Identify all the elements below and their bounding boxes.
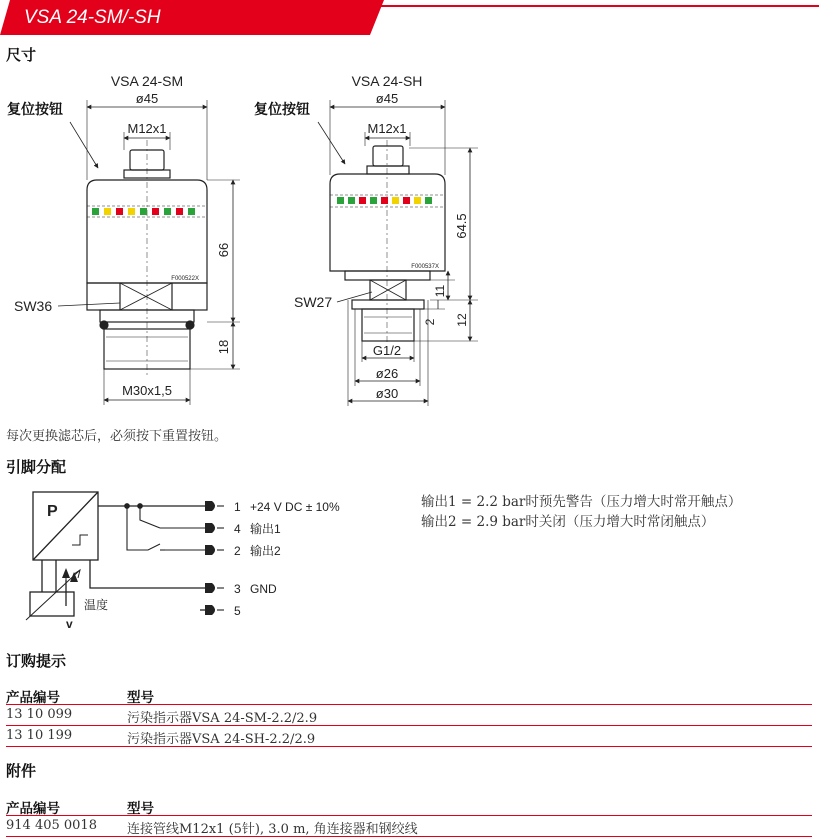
- dimension-drawings: [0, 66, 500, 416]
- header-product-number: 产品编号: [6, 801, 60, 817]
- v-label: v: [66, 617, 73, 630]
- sh-reset-label: 复位按钮: [254, 102, 310, 118]
- pin-2-label: 输出2: [250, 544, 281, 558]
- sm-reset-label: 复位按钮: [7, 102, 63, 118]
- output-1-description: 输出1 = 2.2 bar时预先警告（压力增大时常开触点）: [421, 494, 742, 510]
- page-title: VSA 24-SM/-SH: [24, 7, 161, 28]
- ordering-table: [6, 684, 812, 747]
- cell-product-number: 13 10 199: [6, 728, 73, 743]
- cell-model: 污染指示器VSA 24-SM-2.2/2.9: [127, 711, 318, 726]
- sh-dim-12: 12: [455, 313, 469, 327]
- reset-note: 每次更换滤芯后，必须按下重置按钮。: [6, 429, 228, 444]
- pinout-diagram: [0, 480, 400, 630]
- sm-dia-label: ø45: [135, 91, 159, 106]
- table-row: [6, 726, 812, 747]
- table-header: [6, 684, 812, 705]
- sh-conn-label: M12x1: [367, 121, 407, 136]
- table-header: [6, 795, 812, 816]
- pin-1-num: 1: [234, 500, 241, 514]
- pin-3-num: 3: [234, 582, 241, 596]
- sm-thread-length-label: 18: [216, 339, 231, 355]
- temperature-label: 温度: [84, 598, 109, 612]
- sm-thread-label: M30x1,5: [122, 383, 172, 398]
- sm-wrench-label: SW36: [14, 298, 53, 314]
- sm-conn-label: M12x1: [127, 121, 167, 136]
- pin-connectors: [205, 501, 215, 615]
- sh-drawing: [318, 100, 478, 406]
- pin-1-label: +24 V DC ± 10%: [250, 500, 340, 514]
- section-accessories-title: 附件: [6, 762, 37, 780]
- sm-leds: [92, 208, 195, 215]
- sh-dim-11: 11: [433, 284, 447, 298]
- header-rule: [368, 5, 819, 7]
- cell-model: 连接管线M12x1 (5针), 3.0 m, 角连接器和钢绞线: [127, 822, 418, 837]
- cell-product-number: 914 405 0018: [6, 818, 97, 833]
- pin-4-label: 输出1: [250, 522, 281, 536]
- pin-3-label: GND: [250, 582, 277, 596]
- header-model: 型号: [127, 801, 154, 817]
- sh-dia30-label: ø30: [375, 386, 399, 401]
- section-pinout-title: 引脚分配: [6, 458, 67, 476]
- pin-4-num: 4: [234, 522, 241, 536]
- sm-height-label: 66: [216, 242, 231, 258]
- sm-drawing: [58, 100, 240, 405]
- sh-leds: [337, 197, 432, 204]
- header-model: 型号: [127, 690, 154, 706]
- sh-thread-label: G1/2: [372, 343, 402, 358]
- sh-code: F000537X: [411, 264, 439, 270]
- sh-height-label: 64.5: [454, 213, 469, 239]
- table-row: [6, 816, 812, 837]
- section-dimensions-title: 尺寸: [6, 46, 37, 64]
- sh-title: VSA 24-SH: [351, 73, 423, 89]
- accessories-table: [6, 795, 812, 837]
- sh-dia-label: ø45: [375, 91, 399, 106]
- pressure-symbol-label: P: [47, 503, 58, 520]
- cell-product-number: 13 10 099: [6, 707, 73, 722]
- cell-model: 污染指示器VSA 24-SH-2.2/2.9: [127, 732, 316, 747]
- sh-dia26-label: ø26: [375, 366, 399, 381]
- header-product-number: 产品编号: [6, 690, 60, 706]
- sh-dim-2: 2: [423, 318, 437, 326]
- sm-code: F000522X: [171, 276, 199, 282]
- section-ordering-title: 订购提示: [6, 652, 67, 670]
- table-row: [6, 705, 812, 726]
- sh-wrench-label: SW27: [294, 294, 333, 310]
- output-2-description: 输出2 = 2.9 bar时关闭（压力增大时常闭触点）: [421, 514, 715, 530]
- pin-5-num: 5: [234, 604, 241, 618]
- sm-title: VSA 24-SM: [110, 73, 184, 89]
- pin-2-num: 2: [234, 544, 241, 558]
